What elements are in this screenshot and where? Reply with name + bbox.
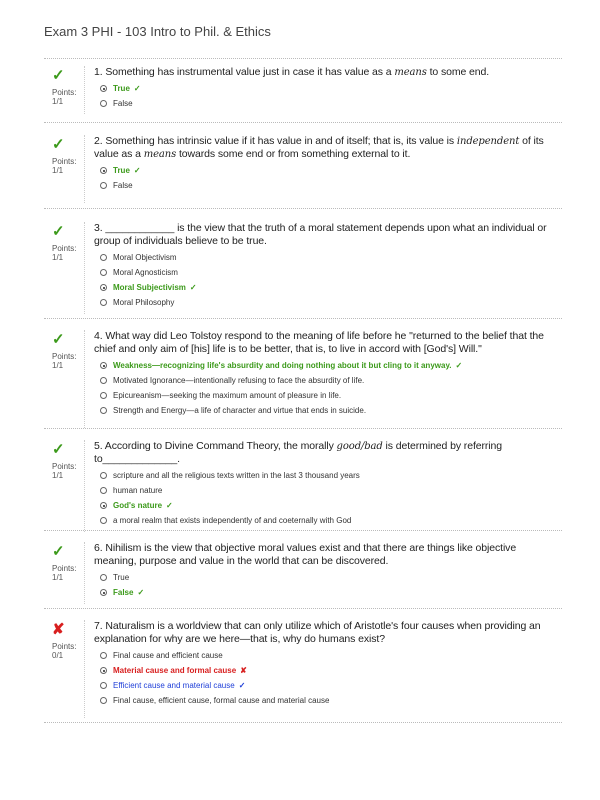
divider	[84, 66, 85, 114]
radio-icon[interactable]	[100, 362, 107, 369]
divider	[84, 440, 85, 532]
answer-option[interactable]	[94, 282, 554, 293]
answer-option[interactable]	[94, 470, 554, 481]
option-label: scripture and all the religious texts written in the last 3 thousand years	[113, 471, 360, 480]
answer-option[interactable]	[94, 680, 554, 691]
option-label: False	[113, 181, 133, 190]
answer-option[interactable]	[94, 572, 554, 583]
question-content	[94, 330, 554, 416]
question-block	[44, 222, 562, 314]
answer-option[interactable]	[94, 485, 554, 496]
radio-icon[interactable]	[100, 697, 107, 704]
divider	[84, 542, 85, 604]
answer-option[interactable]	[94, 695, 554, 706]
option-label: Epicureanism—seeking the maximum amount of pleasure in life.	[113, 391, 342, 400]
answer-option[interactable]	[94, 587, 554, 598]
divider	[84, 222, 85, 314]
radio-icon[interactable]	[100, 85, 107, 92]
answer-option[interactable]	[94, 500, 554, 511]
points-value: 1/1	[52, 361, 64, 370]
radio-icon[interactable]	[100, 100, 107, 107]
check-icon: ✓	[133, 84, 141, 93]
question-separator	[44, 428, 562, 429]
check-icon: ✓	[238, 681, 246, 690]
answer-option[interactable]	[94, 375, 554, 386]
radio-icon[interactable]	[100, 472, 107, 479]
option-label: True	[113, 573, 130, 582]
radio-icon[interactable]	[100, 487, 107, 494]
answer-option[interactable]	[94, 98, 554, 109]
option-label: Moral Subjectivism	[113, 283, 186, 292]
points-label: Points:	[52, 352, 77, 361]
check-icon: ✓	[133, 166, 141, 175]
question-block	[44, 66, 562, 114]
option-label: Final cause and efficient cause	[113, 651, 223, 660]
option-label: God's nature	[113, 501, 163, 510]
option-label: Final cause, efficient cause, formal cause and material cause	[113, 696, 330, 705]
answer-option[interactable]	[94, 267, 554, 278]
question-content	[94, 66, 554, 109]
radio-icon[interactable]	[100, 589, 107, 596]
question-text: 7. Naturalism is a worldview that can only utilize which of Aristotle's four causes when providing an explanation for why are we here—that is, why do humans exist?	[94, 620, 541, 645]
option-label: Motivated Ignorance—intentionally refusing to face the absurdity of life.	[113, 376, 365, 385]
question-block	[44, 330, 562, 428]
question-block	[44, 620, 562, 718]
radio-icon[interactable]	[100, 502, 107, 509]
check-icon: ✓	[52, 136, 65, 153]
option-label: False	[113, 99, 133, 108]
question-content	[94, 620, 554, 706]
radio-icon[interactable]	[100, 167, 107, 174]
divider	[84, 330, 85, 428]
answer-option[interactable]	[94, 297, 554, 308]
points-value: 0/1	[52, 651, 64, 660]
radio-icon[interactable]	[100, 682, 107, 689]
points-label: Points:	[52, 244, 77, 253]
question-separator	[44, 608, 562, 609]
points-label: Points:	[52, 157, 77, 166]
question-text: 1. Something has instrumental value just in case it has value as a means to some end.	[94, 66, 490, 78]
answer-option[interactable]	[94, 180, 554, 191]
option-label: Weakness—recognizing life's absurdity and doing nothing about it but cling to it anyway.	[113, 361, 452, 370]
option-label: Efficient cause and material cause	[113, 681, 235, 690]
option-label: a moral realm that exists independently of and coeternally with God	[113, 516, 352, 525]
check-icon: ✓	[52, 331, 65, 348]
cross-icon: ✘	[52, 621, 65, 638]
answer-option[interactable]	[94, 83, 554, 94]
radio-icon[interactable]	[100, 299, 107, 306]
option-label: human nature	[113, 486, 163, 495]
radio-icon[interactable]	[100, 407, 107, 414]
check-icon: ✓	[166, 501, 173, 510]
question-content	[94, 135, 554, 191]
option-label: Moral Philosophy	[113, 298, 175, 307]
points-value: 1/1	[52, 97, 64, 106]
radio-icon[interactable]	[100, 182, 107, 189]
question-content	[94, 440, 554, 526]
question-separator	[44, 58, 562, 59]
option-label: Strength and Energy—a life of character and virtue that ends in suicide.	[113, 406, 367, 415]
question-block	[44, 542, 562, 604]
points-label: Points:	[52, 642, 77, 651]
check-icon: ✓	[137, 588, 145, 597]
question-content	[94, 542, 554, 598]
question-separator	[44, 722, 562, 723]
radio-icon[interactable]	[100, 652, 107, 659]
check-icon: ✓	[52, 543, 65, 560]
check-icon: ✓	[52, 67, 65, 84]
answer-option[interactable]	[94, 515, 554, 526]
page-title: Exam 3 PHI - 103 Intro to Phil. & Ethics	[44, 24, 271, 39]
answer-option[interactable]	[94, 165, 554, 176]
option-label: True	[113, 84, 130, 93]
divider	[84, 135, 85, 203]
radio-icon[interactable]	[100, 517, 107, 524]
option-label: False	[113, 588, 134, 597]
radio-icon[interactable]	[100, 574, 107, 581]
points-value: 1/1	[52, 573, 64, 582]
check-icon: ✓	[455, 361, 463, 370]
option-label: Material cause and formal cause	[113, 666, 237, 675]
radio-icon[interactable]	[100, 392, 107, 399]
points-value: 1/1	[52, 166, 64, 175]
question-text: 5. According to Divine Command Theory, the morally good/bad is determined by referring to_____________.	[94, 440, 503, 465]
question-text: 4. What way did Leo Tolstoy respond to the meaning of life before he "returned to the belief that the chief and only aim of [his] life is to be better, that is, to live in accord with [God's] Will."	[94, 330, 544, 355]
question-content	[94, 222, 554, 308]
question-separator	[44, 208, 562, 209]
check-icon: ✓	[189, 283, 197, 292]
points-label: Points:	[52, 462, 77, 471]
radio-icon[interactable]	[100, 284, 107, 291]
question-block	[44, 440, 562, 532]
option-label: Moral Agnosticism	[113, 268, 178, 277]
check-icon: ✓	[52, 223, 65, 240]
points-value: 1/1	[52, 471, 64, 480]
question-separator	[44, 122, 562, 123]
radio-icon[interactable]	[100, 254, 107, 261]
answer-option[interactable]	[94, 665, 554, 676]
question-block	[44, 135, 562, 203]
option-label: Moral Objectivism	[113, 253, 177, 262]
cross-icon: ✘	[240, 666, 247, 675]
check-icon: ✓	[52, 441, 65, 458]
radio-icon[interactable]	[100, 269, 107, 276]
radio-icon[interactable]	[100, 667, 107, 674]
question-separator	[44, 318, 562, 319]
answer-option[interactable]	[94, 360, 554, 371]
question-text: 6. Nihilism is the view that objective moral values exist and that there are things like objective meaning, purpose and value in the world that can be discovered.	[94, 542, 517, 567]
points-label: Points:	[52, 88, 77, 97]
option-label: True	[113, 166, 130, 175]
answer-option[interactable]	[94, 650, 554, 661]
answer-option[interactable]	[94, 390, 554, 401]
radio-icon[interactable]	[100, 377, 107, 384]
answer-option[interactable]	[94, 252, 554, 263]
question-text: 3. ____________ is the view that the truth of a moral statement depends upon what an individual or group of individuals believe to be true.	[94, 222, 547, 247]
points-value: 1/1	[52, 253, 64, 262]
divider	[84, 620, 85, 718]
answer-option[interactable]	[94, 405, 554, 416]
points-label: Points:	[52, 564, 77, 573]
question-text: 2. Something has intrinsic value if it has value in and of itself; that is, its value is independent of its value as a means towards some end or from something external to it.	[94, 135, 544, 160]
